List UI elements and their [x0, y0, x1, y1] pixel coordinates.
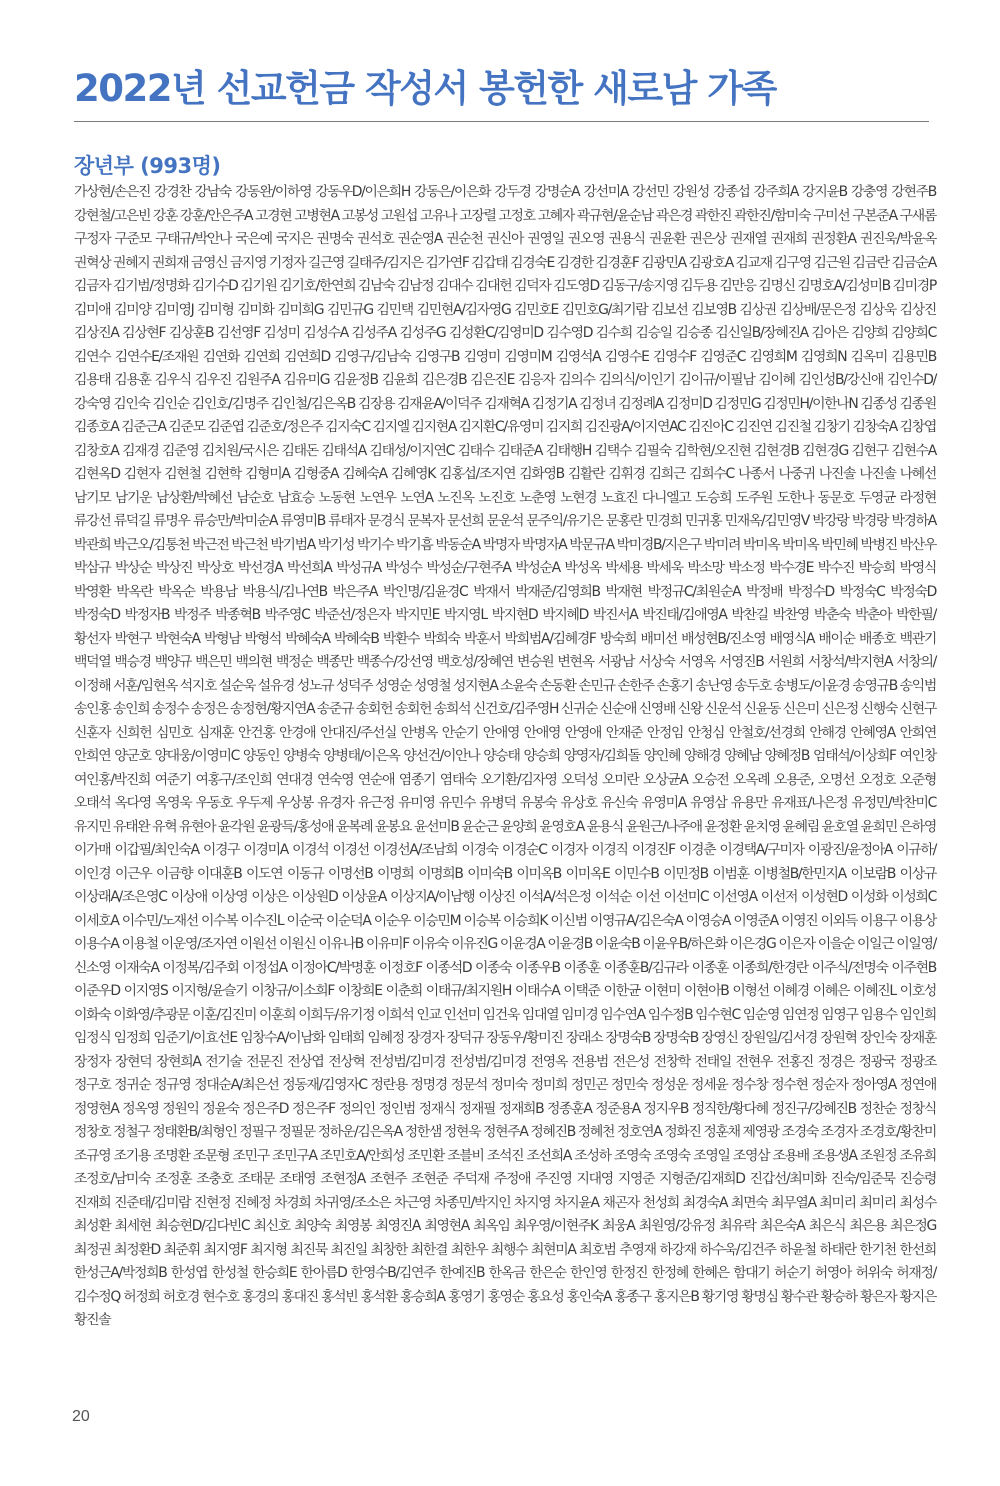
- page-title: 2022년 선교헌금 작성서 봉헌한 새로남 가족: [74, 67, 776, 110]
- title-divider: [74, 121, 929, 122]
- section-heading: 장년부 (993명): [74, 154, 221, 178]
- page-number: 20: [72, 1408, 90, 1425]
- member-name-list: 가상현/손은진 강경찬 강남숙 강동완/이하영 강동우D/이은희H 강동은/이은화 강두경 강명순A 강선미A 강선민 강원성 강종섭 강주희A 강지윤B 강충영 강현주B 강현철/고은빈 강훈 강훈/안은주A 고경현 고병현A 고봉성 고원섭 고유나 고장렬 고정호 고혜자 곽규현/윤순남 곽은경 곽한진 곽한진/함미숙 구미선 구본준A 구새롬 구정자 구준모 구태규/박안나 국은예 국지은 권명숙 권석호 권순영A 권순천 권신아 권영일 권오영 권용식 권윤환 권은상 권재열 권재희 권정환A 권진욱/박윤옥 권혁상 권혜지 권희재 금영신 금지영 기정자 길근영 길태주/김지은 김가연F 김갑태 김경숙E 김경한 김경훈F 김광민A 김광호A 김교재 김구영 김근원 김금란 김금순A 김금자 김기범/정명화 김기수D 김기원 김기호/한연희 김남숙 김남정 김대수 김대헌 김덕자 김도영D 김동구/송지영 김두용 김만응 김명신 김명호A/김성미B 김미경P 김미애 김미양 김미영J 김미형 김미화 김미희G 김민규G 김민택 김민현A/김자영G 김민호E 김민호G/최기람 김보선 김보영B 김상권 김상배/문은정 김상욱 김상진 김상진A 김상현F 김상훈B 김선영F 김성미 김성수A 김성주A 김성주G 김성환C/김영미D 김수영D 김수희 김승일 김승종 김신일B/장혜진A 김아은 김양희 김양희C 김연수 김연수E/조재원 김연화 김연희 김연희D 김영구/김남숙 김영구B 김영미 김영미M 김영석A 김영수E 김영수F 김영준C 김영희M 김영희N 김옥미 김용민B 김용태 김용훈 김우식 김우진 김원주A 김유미G 김윤정B 김윤희 김은경B 김은진E 김응자 김의수 김의식/이인기 김이규/이필남 김이혜 김인성B/강신애 김인수D/강숙영 김인숙 김인순 김인호/김명주 김인철/김은옥B 김장용 김재윤A/이덕주 김재혁A 김정기A 김정녀 김정례A 김정미D 김정민G 김정민H/이한나N 김종성 김종원 김종호A 김준근A 김준모 김준엽 김준호/정은주 김지숙C 김지엘 김지현A 김지환C/유영미 김지희 김진광A/이지연AC 김진아C 김진연 김진철 김창기 김창숙A 김창엽 김창호A 김재경 김준영 김치원/국시은 김태돈 김태석A 김태성/이지연C 김태수 김태준A 김태행H 김택수 김필숙 김학현/오진현 김현경B 김현경G 김현구 김현수A 김현옥D 김현자 김현철 김현학 김형미A 김형중A 김혜숙A 김혜영K 김홍섭/조지연 김화영B 김활란 김휘경 김희근 김희수C 나종서 나중귀 나진솔 나진솔 나혜선 남기모 남기운 남상환/박혜선 남순호 남효승 노동현 노연우 노연A 노진옥 노진호 노춘영 노현경 노효진 다니엘고 도승희 도주원 도한나 동문호 두영균 라정현 류강선 류덕길 류명우 류승만/박미순A 류영미B 류태자 문경식 문복자 문선희 문운석 문주익/유기은 문홍란 민경희 민귀홍 민재옥/김민영V 박강랑 박경랑 박경하A 박관희 박근오/김통천 박근전 박근천 박기범A 박기성 박기수 박기흠 박동순A 박명자 박명자A 박문규A 박미경B/지은구 박미려 박미옥 박미옥 박민혜 박병진 박산우 박삼규 박상순 박상진 박상호 박선경A 박선희A 박성규A 박성수 박성순/구현주A 박성순A 박성옥 박세용 박세욱 박소망 박소정 박수경E 박수진 박승희 박영식 박영환 박옥란 박옥순 박용남 박용식/김나연B 박은주A 박인명/김윤경C 박재서 박재준/김영희B 박재현 박정규C/최원순A 박정배 박정수D 박정숙C 박정숙D 박정숙D 박정자B 박정주 박종혁B 박주영C 박준선/정은자 박지민E 박지영L 박지현D 박지혜D 박진서A 박진태/김애영A 박찬길 박찬영 박춘숙 박춘아 박한필/황선자 박현구 박현숙A 박형남 박형석 박혜숙A 박혜숙B 박환수 박희숙 박훈서 박희범A/김혜경F 방숙희 배미선 배성현B/진소영 배영식A 배이순 배종호 백관기 백덕열 백승경 백양규 백은민 백의현 백정순 백종만 백종수/강선영 백호성/장혜연 변승원 변현옥 서광남 서상숙 서영옥 서영진B 서원희 서창석/박지현A 서창의/이정해 서훈/임현옥 석지호 설순욱 설유경 성노규 성덕주 성영순 성영철 성지현A 소윤숙 손동환 손민규 손한주 손홍기 송난영 송두호 송병도/이윤경 송영규B 송익범 송인홍 송인희 송정수 송정은 송정현/황지연A 송준규 송회헌 송회헌 송희석 신건호/김주영H 신귀순 신순애 신영배 신왕 신운석 신윤동 신은미 신은정 신행숙 신현구 신훈자 신희헌 심민호 심재훈 안건홍 안경애 안대진/주선실 안병옥 안순기 안애영 안애영 안영애 안재준 안정임 안청심 안철호/선경희 안해경 안혜영A 안희연 안희연 양군호 양대웅/이영미C 양동인 양병숙 양병태/이은옥 양선건/이안나 양승태 양승희 양영자/김희돌 양인혜 양해경 양혜남 양혜정B 엄태석/이상희F 여인창 여인홍/박진희 여준기 여홍구/조인희 연대경 연숙영 연순애 염종기 염태숙 오기환/김자영 오덕성 오미란 오상균A 오승전 오옥례 오용준, 오명선 오정호 오준형 오태석 옥다영 옥영욱 우동호 우두제 우상봉 유경자 유근정 유미영 유민수 유병덕 유봉숙 유상호 유신숙 유영미A 유영삼 유용만 유재표/나은정 유정민/박찬미C 유지민 유태완 유혁 유현아 윤각원 윤광득/홍성애 윤복례 윤봉요 윤선미B 윤순근 윤양희 윤영호A 윤용식 윤원근/나주애 윤정환 윤치영 윤혜림 윤호열 윤희민 은하영 이가매 이갑필/최인숙A 이경구 이경미A 이경석 이경선 이경선A/조남희 이경숙 이경순C 이경자 이경직 이경진F 이경춘 이경택A/구미자 이광진/윤정아A 이규하/이인경 이근우 이금향 이대훈B 이도연 이동규 이명선B 이명희 이명희B 이미숙B 이미옥B 이미옥E 이민수B 이민정B 이범훈 이병철B/한민지A 이보람B 이상규 이상래A/조은영C 이상애 이상영 이상은 이상원D 이상윤A 이상지A/이남행 이상진 이석A/석은정 이석순 이선 이선미C 이선영A 이선저 이성현D 이성화 이성희C 이세호A 이수민/노재선 이수복 이수진L 이순국 이순덕A 이순우 이승민M 이승복 이승희K 이신범 이영규A/김은숙A 이영승A 이영준A 이영진 이외득 이용구 이용상 이용수A 이용철 이운영/조자연 이원선 이원신 이유나B 이유미F 이유숙 이유진G 이윤경A 이윤경B 이윤숙B 이윤우B/하은화 이은경G 이은자 이을순 이일근 이일영/신소영 이재숙A 이정복/김주회 이정섭A 이정아C/박명훈 이정호F 이종석D 이종숙 이종우B 이종훈 이종훈B/김규라 이종훈 이종희/한경란 이주식/전명숙 이주현B 이준우D 이지영S 이지형/윤슬기 이창규/이소희F 이창희E 이춘희 이태규/최지원H 이태수A 이택준 이한균 이현미 이현아B 이형선 이혜경 이혜은 이혜진L 이호성 이화숙 이화영/추광문 이훈/김진미 이훈희 이희두/유기정 이희석 인교 인선미 임건욱 임대열 임미경 임수연A 임수정B 임수현C 임순영 임연정 임영구 임용수 임인희 임정식 임정희 임준기/이효선E 임창수A/이남화 임태희 임혜정 장경자 장덕규 장동우/황미진 장래소 장명숙B 장명숙B 장영신 장원일/김서경 장원혁 장인숙 장재훈 장정자 장현덕 장현희A 전기술 전문진 전상엽 전상혁 전성범/김미경 전성범/김미경 전영옥 전용범 전은성 전창학 전태일 전현우 전홍진 정경은 정광국 정광조 정구호 정귀순 정규영 정대순A/최은선 정동재/김영자C 정란용 정명경 정문석 정미숙 정미희 정민곤 정민숙 정성운 정세윤 정수창 정수현 정순자 정아영A 정연애 정영현A 정옥영 정원익 정윤숙 정은주D 정은주F 정의인 정인범 정재식 정재필 정재희B 정종훈A 정준용A 정지우B 정직한/황다혜 정진구/강혜진B 정찬순 정창식 정창호 정철구 정태환B/최형인 정필구 정필문 정하운/김은옥A 정한샘 정현욱 정현주A 정혜진B 정혜천 정호연A 정화진 정훈채 제영광 조경숙 조경자 조경호/황찬미 조규영 조기용 조명환 조문형 조민구 조민구A 조민호A/안희성 조민환 조블비 조석진 조선희A 조성하 조영숙 조영숙 조영일 조영삼 조용배 조용생A 조원정 조유희 조정호/남미숙 조정훈 조충호 조태문 조태영 조현정A 조현주 조현준 주덕재 주정애 주진영 지대영 지영준 지형준/김재희D 진갑선/최미화 진숙/임준묵 진승령 진재희 진준태/김미람 진현정 진혜정 차경희 차귀영/조소은 차근영 차종민/박지인 차지영 차지윤A 채곤자 천성희 최경숙A 최면숙 최무열A 최미리 최미리 최성수 최성환 최세현 최승현D/김다빈C 최신호 최양숙 최영봉 최영진A 최영현A 최옥임 최우영/이현주K 최웅A 최원영/강유정 최유락 최은숙A 최은식 최은용 최은정G 최정권 최정환D 최준휘 최지영F 최지형 최진묵 최진일 최창한 최한결 최한우 최행수 최현미A 최호범 추영재 하강재 하수욱/김건주 하윤철 하태란 한기천 한선희 한성근A/박정희B 한성엽 한성철 한승희E 한아름D 한영수B/김연주 한예진B 한옥금 한은순 한인영 한정진 한정혜 한혜은 함대기 허순기 허영아 허위숙 허재정/김수정Q 허정희 허호경 현수호 홍경의 홍대진 홍석빈 홍석환 홍승희A 홍영기 홍영순 홍요성 홍인숙A 홍종구 홍지은B 황기영 황명심 황수관 황승하 황은자 황지은 황진솔: [74, 184, 937, 1328]
